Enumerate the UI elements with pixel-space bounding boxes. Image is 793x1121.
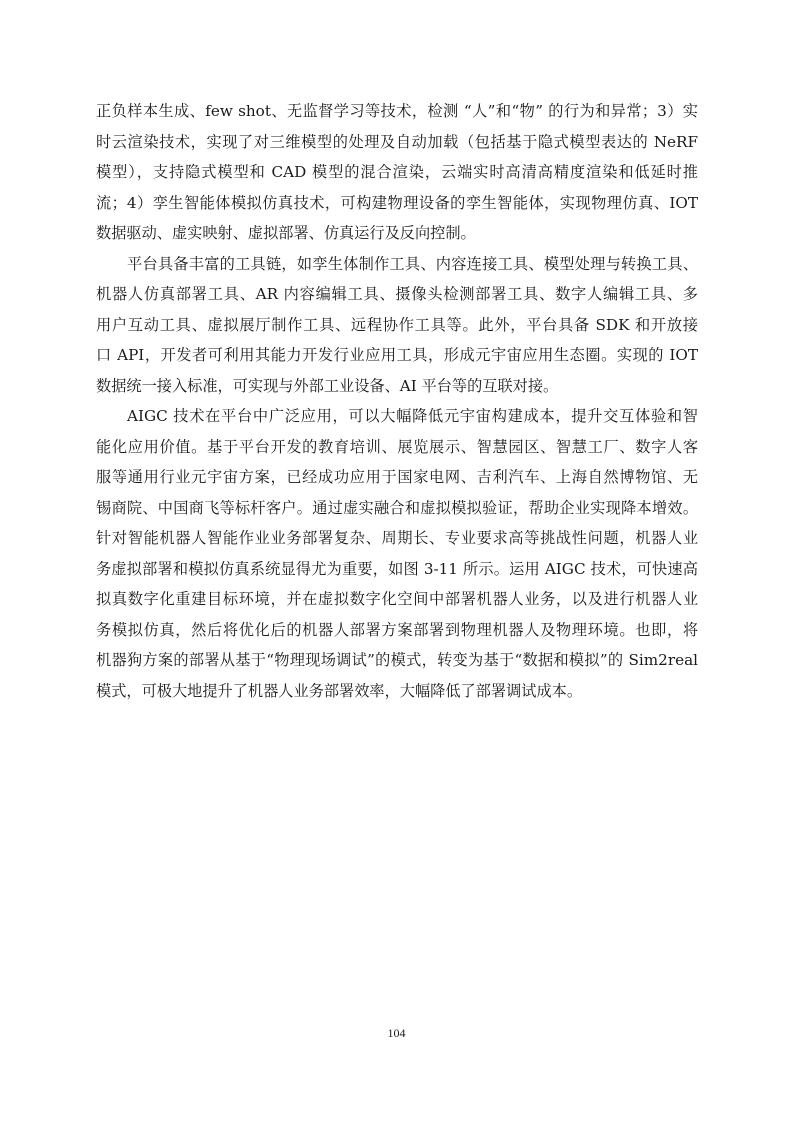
paragraph-3-line-1: AIGC 技术在平台中广泛应用，可以大幅降低元宇宙构建成本，提升交互体验和智 (127, 407, 698, 425)
body-text (96, 96, 698, 706)
paragraph-3-line-8: 务模拟仿真，然后将优化后的机器人部署方案部署到物理机器人及物理环境。也即，将 (96, 620, 698, 639)
paragraph-1-line-5: 数据驱动、虚实映射、虚拟部署、仿真运行及反向控制。 (96, 224, 476, 242)
paragraph-3-line-4: 锡商院、中国商飞等标杆客户。通过虚实融合和虚拟模拟验证，帮助企业实现降本增效。 (96, 498, 698, 517)
paragraph-1-line-3: 模型），支持隐式模型和 CAD 模型的混合渲染，云端实时高清高精度渲染和低延时推 (96, 163, 698, 181)
paragraph-3-line-5: 针对智能机器人智能作业业务部署复杂、周期长、专业要求高等挑战性问题，机器人业 (96, 529, 698, 547)
paragraph-2-line-3: 用户互动工具、虚拟展厅制作工具、远程协作工具等。此外，平台具备 SDK 和开放接 (96, 315, 698, 334)
paragraph-3-line-10: 模式，可极大地提升了机器人业务部署效率，大幅降低了部署调试成本。 (96, 681, 582, 700)
paragraph-3-line-6: 务虚拟部署和模拟仿真系统显得尤为重要，如图 3-11 所示。运用 AIGC 技术，可快速高 (96, 559, 698, 578)
paragraph-2-line-2: 机器人仿真部署工具、AR 内容编辑工具、摄像头检测部署工具、数字人编辑工具、多 (96, 285, 698, 303)
paragraph-3-line-7: 拟真数字化重建目标环境，并在虚拟数字化空间中部署机器人业务，以及进行机器人业 (96, 590, 698, 608)
paragraph-2-line-1: 平台具备丰富的工具链，如孪生体制作工具、内容连接工具、模型处理与转换工具、 (127, 254, 698, 273)
paragraph-3-line-9: 机器狗方案的部署从基于“物理现场调试”的模式，转变为基于“数据和模拟”的 Sim2real (96, 651, 698, 669)
paragraph-1-line-2: 时云渲染技术，实现了对三维模型的处理及自动加载（包括基于隐式模型表达的 NeRF (96, 132, 698, 151)
paragraph-2-line-5: 数据统一接入标准，可实现与外部工业设备、AI 平台等的互联对接。 (96, 376, 559, 395)
page-number: 104 (387, 1026, 406, 1040)
paragraph-3-line-2: 能化应用价值。基于平台开发的教育培训、展览展示、智慧园区、智慧工厂、数字人客 (96, 437, 698, 456)
paragraph-2-line-4: 口 API，开发者可利用其能力开发行业应用工具，形成元宇宙应用生态圈。实现的 IOT (96, 346, 698, 364)
paragraph-3-line-3: 服等通用行业元宇宙方案，已经成功应用于国家电网、吉利汽车、上海自然博物馆、无 (96, 468, 698, 486)
paragraph-1-line-4: 流；4）孪生智能体模拟仿真技术，可构建物理设备的孪生智能体，实现物理仿真、IOT (96, 193, 698, 212)
paragraph-1-line-1: 正负样本生成、few shot、无监督学习等技术，检测 “人”和“物” 的行为和异常；3）实 (96, 102, 698, 120)
